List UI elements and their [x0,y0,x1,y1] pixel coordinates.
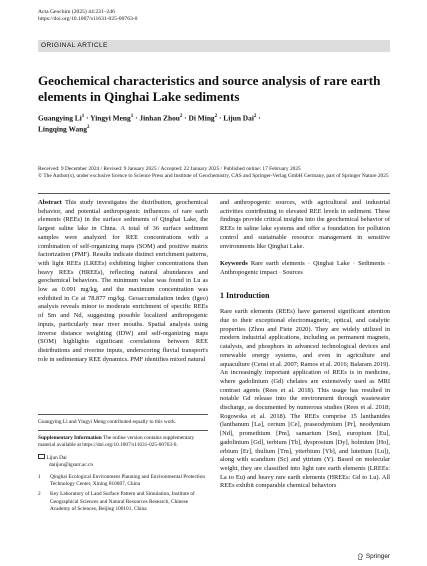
section-heading: 1 Introduction [220,290,270,300]
author-affil: 2 [253,114,257,119]
left-column [38,199,208,364]
author-name[interactable]: Guangying Li [38,113,82,123]
abstract-continued: and anthropogenic sources, with agricultural and industrial activities contributing to elevated REE levels in sediment. These findings provide critical insights into the geochemical behavior of REEs in saline lake systems and offer a foundation for pollution control and sustainable resource management in sensitive environments like Qinghai Lake. [220,199,390,250]
equal-contribution-note: Guangying Li and Yingyi Meng contributed equally to this work. [38,419,177,425]
contact-email[interactable]: daiijun@igsnrr.ac.cn [49,461,94,468]
article-type-band: ORIGINAL ARTICLE [38,40,390,52]
author-affil: 2 [214,114,218,119]
article-title: Geochemical characteristics and source analysis of rare earth elements in Qinghai Lake sediments [38,73,381,104]
author-name[interactable]: Yingyi Meng [90,113,131,123]
affiliation-text: Qinghai Ecological Environment Planning and Environmental Protection Technology Center, Xining 810007, China [50,474,206,488]
corresponding-author [38,454,208,469]
footnote-divider [38,414,208,415]
envelope-icon [38,454,45,459]
abstract-text: This study investigates the distribution, geochemical behavior, and potential anthropogenic influences of rare earth elements (REEs) in the surface sediments of Qinghai Lake, the largest saline lake in China. A total of 36 surface sediment samples were analyzed for REE concentrations with a combination of self-organizing maps (SOM) and positive matrix factorization (PMF). Results indicate distinct enrichment patterns, with light REEs (LREEs) exhibiting higher concentrations than heavy REEs (HREEs), reflecting natural abundances and geochemical behaviors. The minimum value was found in Lu as low as 0.091 mg/kg, and the maximum concentration was exhibited in Ce at 78.877 mg/kg. Geoaccumulation index (Igeo) analysis reveals minor to moderate enrichment of specific REEs of Sm and Nd, suggesting possible localized anthropogenic inputs, particularly near river mouths. Spatial analysis using inverse distance weighting (IDW) and self-organizing maps (SOM) highlights significant correlations between REE distributions and riverine inputs, underscoring fluvial transport's role in sedimentary REE dynamics. PMF identifies mixed natural [38,199,208,363]
affiliation-number: 1 [38,474,41,481]
journal-citation: Acta Geochim (2025) 44:231–246 [38,9,115,15]
keywords [220,260,390,277]
publisher-name: Springer [365,553,390,560]
right-column [220,199,390,491]
affiliation-1 [38,474,208,488]
keywords-label: Keywords [220,260,248,268]
affiliation-2 [38,491,208,513]
affiliation-number: 2 [38,491,41,498]
author-name[interactable]: Lingqing Wang [38,124,87,134]
journal-header [38,9,137,24]
author-name[interactable]: Di Ming [188,113,215,123]
supplementary-label: Supplementary Information [38,435,102,442]
affiliation-text: Key Laboratory of Land Surface Pattern and Simulation, Institute of Geographical Sciences and Natural Resources Research, Chinese Academy of Sciences, Beijing 100101, China [50,491,195,512]
footnotes [38,410,208,516]
author-list: Guangying $Li^1$ · Yingyi Meng$^1$ · Jinhan Zhou$^2$ · Di Ming$^2$ · Lijun Dai$^2$ · Lingqing Wang$^2$ [38,113,261,134]
abstract [38,199,208,364]
contact-name: Lijun Dai [46,454,67,461]
history-dates: Received: 9 December 2024 / Revised: 9 January 2025 / Accepted: 22 January 2025 / Published online: 17 February 2025 [38,166,301,172]
author-affil: 2 [179,114,183,119]
copyright-notice: © The Author(s), under exclusive licence to Science Press and Institute of Geochemistry, CAS and Springer-Verlag GmbH Germany, part of Springer Nature 2025 [38,173,389,180]
author-name[interactable]: Jinhan Zhou [139,113,180,123]
divider [38,193,390,194]
springer-horse-icon [357,553,364,560]
abstract-label: Abstract [38,199,62,206]
supplementary-text: The online version contains supplementary material available at https://doi.org/10.1007/s11631-025-00763-0. [38,435,195,449]
introduction-text: Rare earth elements (REEs) have garnered significant attention due to their exceptional electromagnetic, optical, and catalytic properties (Zhou and Fiete 2020). They are widely utilized in modern industrial applications, including as permanent magnets, catalysts, and phosphors in advanced technological devices and renewable energy systems, and even in agriculture and aquaculture (Censi et al. 2007; Ramos et al. 2016; Balaram 2019). An increasingly important application of REEs is in medicine, where gadolinium (Gd) chelates are extensively used as MRI contrast agents (Rees et al. 2018). This usage has resulted in notable Gd release into the environment through wastewater discharge, as documented by numerous studies (Rees et al. 2018; Rogowska et al. 2018). The REEs comprise 15 lanthanides (lanthanum [La], cerium [Ce], praseodymium [Pr], neodymium [Nd], promethium [Pm], samarium [Sm], europium [Eu], gadolinium [Gd], terbium [Tb], dysprosium [Dy], holmium [Ho], erbium [Er], thulium [Tm], ytterbium [Yb], and lutetium [Lu]), along with scandium (Sc) and yttrium (Y). Based on molecular weight, they are classified into light rare earth elements (LREEs: La to Eu) and heavy rare earth elements (HREEs: Gd to Lu). All REEs exhibit comparable chemical behaviors [220,308,390,490]
author-name[interactable]: Lijun Dai [223,113,254,123]
article-doi[interactable]: https://doi.org/10.1007/s11631-025-00763-0 [38,16,138,23]
publication-dates [38,166,390,181]
author-affil: 2 [86,125,90,131]
author-affil: 1 [81,114,85,119]
author-affil: 1 [130,114,134,119]
keywords-text: Rare earth elements · Qinghai Lake · Sediments · Anthropogenic impact · Sources [220,260,390,276]
publisher-logo [357,553,390,560]
footnote-divider [38,430,208,431]
supplementary-note [38,435,208,449]
